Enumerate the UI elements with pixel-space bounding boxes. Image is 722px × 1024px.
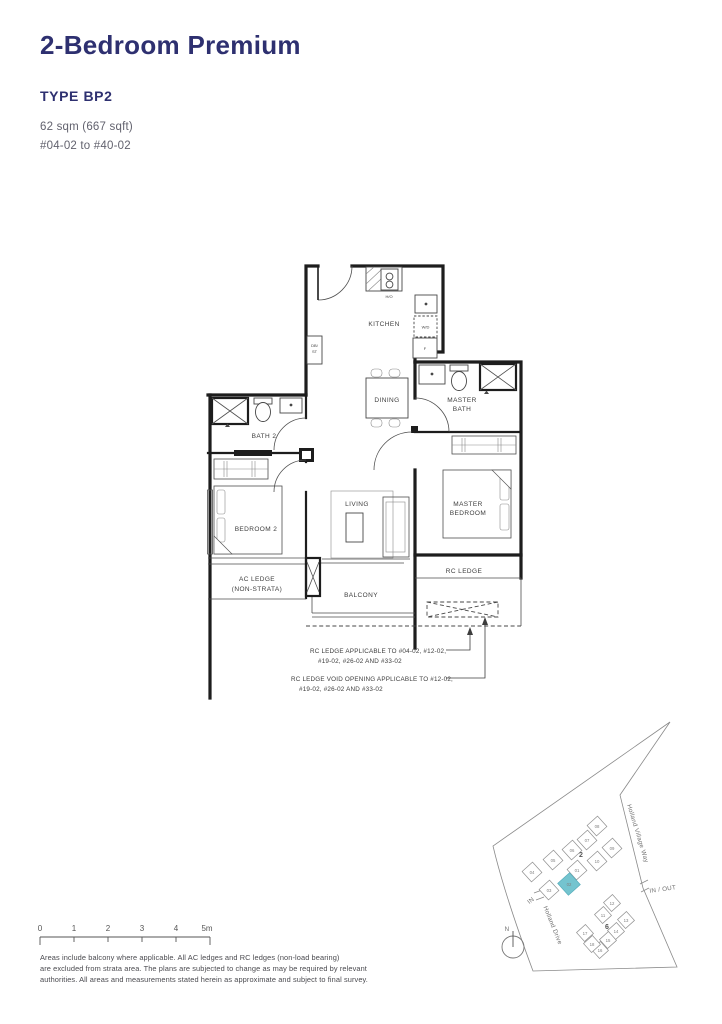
scale-tick-label: 0 bbox=[37, 924, 43, 933]
master-bedroom-door-arc bbox=[374, 432, 412, 470]
bed bbox=[214, 486, 282, 554]
scale-tick-label: 1 bbox=[71, 924, 77, 933]
street-holland-drive: Holland Drive bbox=[541, 905, 564, 946]
unit-stack-range: #04-02 to #40-02 bbox=[40, 140, 131, 152]
master-bedroom-label-1: MASTER bbox=[453, 501, 483, 508]
compass-icon bbox=[502, 926, 524, 958]
in-label: IN bbox=[526, 895, 536, 906]
site-unit-label: 14 bbox=[613, 929, 619, 934]
site-plan bbox=[485, 715, 722, 987]
bedroom2-label: BEDROOM 2 bbox=[234, 526, 278, 533]
hob-label: H/O bbox=[385, 294, 393, 299]
hob-burner bbox=[386, 281, 393, 288]
site-unit-label-highlighted: 02 bbox=[566, 882, 572, 887]
site-unit-label: 04 bbox=[529, 870, 535, 875]
bath2-label: BATH 2 bbox=[251, 433, 277, 440]
washer-dryer-label: W/D bbox=[421, 324, 430, 330]
unit-type-label: TYPE BP2 bbox=[40, 88, 113, 104]
block-number-lower: 6 bbox=[605, 924, 609, 931]
block-number-upper: 2 bbox=[579, 852, 583, 859]
north-label: N bbox=[504, 926, 510, 933]
toilet bbox=[256, 403, 271, 422]
kitchen-label: KITCHEN bbox=[368, 321, 400, 328]
site-unit-label: 11 bbox=[600, 913, 606, 918]
fridge-label: F bbox=[423, 346, 427, 351]
site-unit-label: 09 bbox=[609, 846, 615, 851]
rc-void-note-2: #19-02, #26-02 AND #33-02 bbox=[299, 686, 383, 693]
scale-bar bbox=[30, 918, 230, 953]
site-unit-label: 05 bbox=[550, 858, 556, 863]
unit-area-label: 62 sqm (667 sqft) bbox=[40, 121, 133, 133]
site-unit-label: 17 bbox=[582, 931, 588, 936]
walls bbox=[208, 266, 521, 698]
toilet-tank bbox=[450, 365, 468, 371]
bath2-door-arc bbox=[274, 418, 306, 450]
scale-tick-label: 5m bbox=[201, 924, 213, 933]
dining-label: DINING bbox=[374, 397, 400, 404]
toilet bbox=[452, 372, 467, 391]
pillow bbox=[217, 490, 225, 514]
bath2-fixtures bbox=[212, 398, 302, 427]
master-bath-label-1: MASTER bbox=[447, 397, 477, 404]
master-bath-label-2: BATH bbox=[452, 406, 472, 413]
master-bath-fixtures bbox=[419, 364, 516, 394]
site-unit-label: 13 bbox=[623, 918, 629, 923]
page-title: 2-Bedroom Premium bbox=[40, 30, 301, 60]
disclaimer-line: are excluded from strata area. The plans are subjected to change as may be required by relevant bbox=[40, 964, 367, 973]
site-unit-label: 06 bbox=[569, 848, 575, 853]
living-fixtures bbox=[331, 491, 409, 558]
blanket-fold bbox=[492, 470, 511, 489]
floor-plan bbox=[190, 248, 550, 718]
site-block-upper bbox=[522, 816, 622, 900]
pillow bbox=[500, 504, 509, 530]
site-unit-label: 15 bbox=[605, 938, 611, 943]
balcony-label: BALCONY bbox=[344, 592, 378, 599]
rc-ledge-label: RC LEDGE bbox=[445, 568, 483, 575]
site-unit-label: 16 bbox=[597, 948, 603, 953]
chair bbox=[371, 369, 382, 377]
street-holland-village-way: Holland Village Way bbox=[625, 803, 650, 864]
ac-ledge-label-2: (NON-STRATA) bbox=[231, 586, 283, 593]
site-unit-label: 03 bbox=[546, 888, 552, 893]
kitchen-fixtures bbox=[307, 267, 437, 364]
disclaimer-line: Areas include balcony where applicable. All AC ledges and RC ledges (non-load bearing) bbox=[40, 953, 340, 962]
balcony-shaft bbox=[306, 558, 320, 596]
rc-ledge-note-1: RC LEDGE APPLICABLE TO #04-02, #12-02, bbox=[310, 648, 447, 655]
db-label-2: ST bbox=[311, 349, 318, 354]
master-bedroom-fixtures bbox=[443, 436, 516, 538]
entry-door-arc bbox=[318, 266, 352, 300]
site-unit-label: 08 bbox=[594, 824, 600, 829]
ac-ledge-label-1: AC LEDGE bbox=[238, 576, 276, 583]
db-label-1: DB/ bbox=[311, 343, 318, 348]
rc-ledge-note-2: #19-02, #26-02 AND #33-02 bbox=[318, 658, 402, 665]
disclaimer bbox=[40, 952, 368, 985]
bedroom2-door-arc bbox=[274, 460, 306, 492]
master-bedroom-label-2: BEDROOM bbox=[449, 510, 487, 517]
site-unit-label: 10 bbox=[594, 859, 600, 864]
site-unit-label: 12 bbox=[609, 901, 615, 906]
master-bath-door-arc bbox=[415, 398, 449, 432]
site-block-lower bbox=[577, 895, 635, 959]
plan-notes bbox=[291, 648, 453, 693]
disclaimer-line: authorities. All areas and measurements stated herein as approximate and subject to final survey. bbox=[40, 975, 368, 984]
chair bbox=[371, 419, 382, 427]
bedroom2-fixtures bbox=[208, 459, 283, 554]
rc-void-marker bbox=[427, 602, 498, 617]
rc-void-note-1: RC LEDGE VOID OPENING APPLICABLE TO #12-02, bbox=[291, 676, 454, 683]
in-out-label: IN / OUT bbox=[649, 884, 677, 895]
site-unit-label: 18 bbox=[589, 942, 595, 947]
chair bbox=[389, 419, 400, 427]
site-unit-label: 07 bbox=[584, 838, 590, 843]
living-label: LIVING bbox=[345, 501, 369, 508]
site-unit-label: 01 bbox=[574, 868, 580, 873]
pillow bbox=[217, 518, 225, 542]
coffee-table bbox=[346, 513, 363, 542]
scale-tick-label: 3 bbox=[139, 924, 145, 933]
scale-tick-label: 4 bbox=[173, 924, 179, 933]
chair bbox=[389, 369, 400, 377]
blanket-fold bbox=[214, 536, 232, 554]
hob-burner bbox=[386, 273, 393, 280]
scale-tick-label: 2 bbox=[105, 924, 111, 933]
